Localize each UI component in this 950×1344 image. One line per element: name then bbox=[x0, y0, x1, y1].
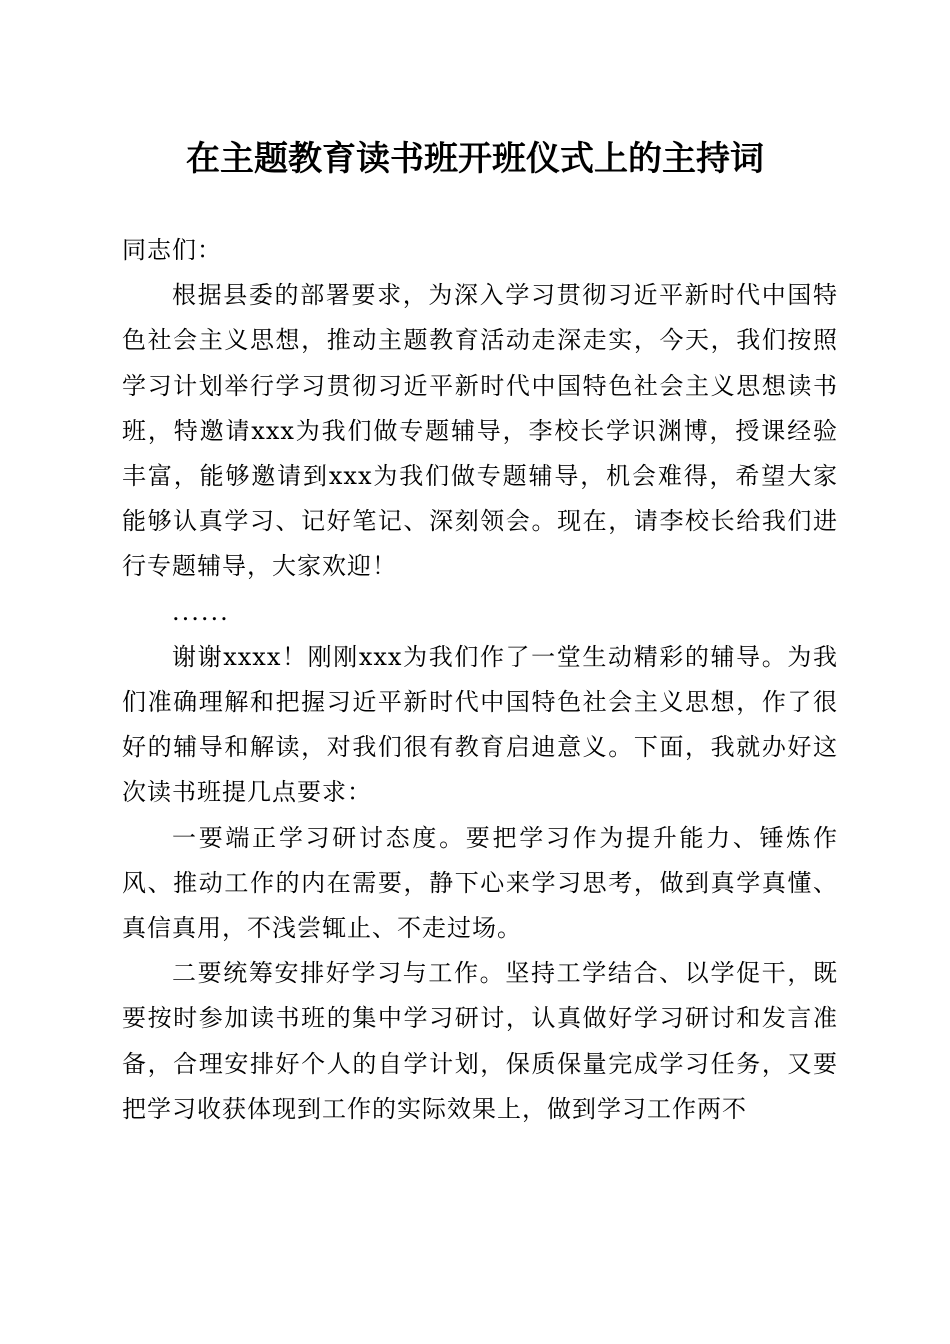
paragraph-requirement-two: 二要统筹安排好学习与工作。坚持工学结合、以学促干，既要按时参加读书班的集中学习研讨，认真做好学习研讨和发言准备，合理安排好个人的自学计划，保质保量完成学习任务，又要把学习收获体现到工作的实际效果上，做到学习工作两不 bbox=[122, 959, 838, 1123]
paragraph-thanks: 谢谢xxxx！刚刚xxx为我们作了一堂生动精彩的辅导。为我们准确理解和把握习近平新时代中国特色社会主义思想，作了很好的辅导和解读，对我们很有教育启迪意义。下面，我就办好这次读书班提几点要求： bbox=[122, 642, 838, 807]
salutation: 同志们： bbox=[122, 236, 222, 264]
ellipsis-paragraph: ...... bbox=[172, 597, 230, 626]
document-body bbox=[122, 228, 838, 1132]
paragraph-opening: 根据县委的部署要求，为深入学习贯彻习近平新时代中国特色社会主义思想，推动主题教育活动走深走实，今天，我们按照学习计划举行学习贯彻习近平新时代中国特色社会主义思想读书班，特邀请xxx为我们做专题辅导，李校长学识渊博，授课经验丰富，能够邀请到xxx为我们做专题辅导，机会难得，希望大家能够认真学习、记好笔记、深刻领会。现在，请李校长给我们进行专题辅导，大家欢迎！ bbox=[122, 281, 838, 581]
document-title: 在主题教育读书班开班仪式上的主持词 bbox=[186, 139, 764, 179]
paragraph-requirement-one: 一要端正学习研讨态度。要把学习作为提升能力、锤炼作风、推动工作的内在需要，静下心来学习思考，做到真学真懂、真信真用，不浅尝辄止、不走过场。 bbox=[122, 823, 838, 943]
